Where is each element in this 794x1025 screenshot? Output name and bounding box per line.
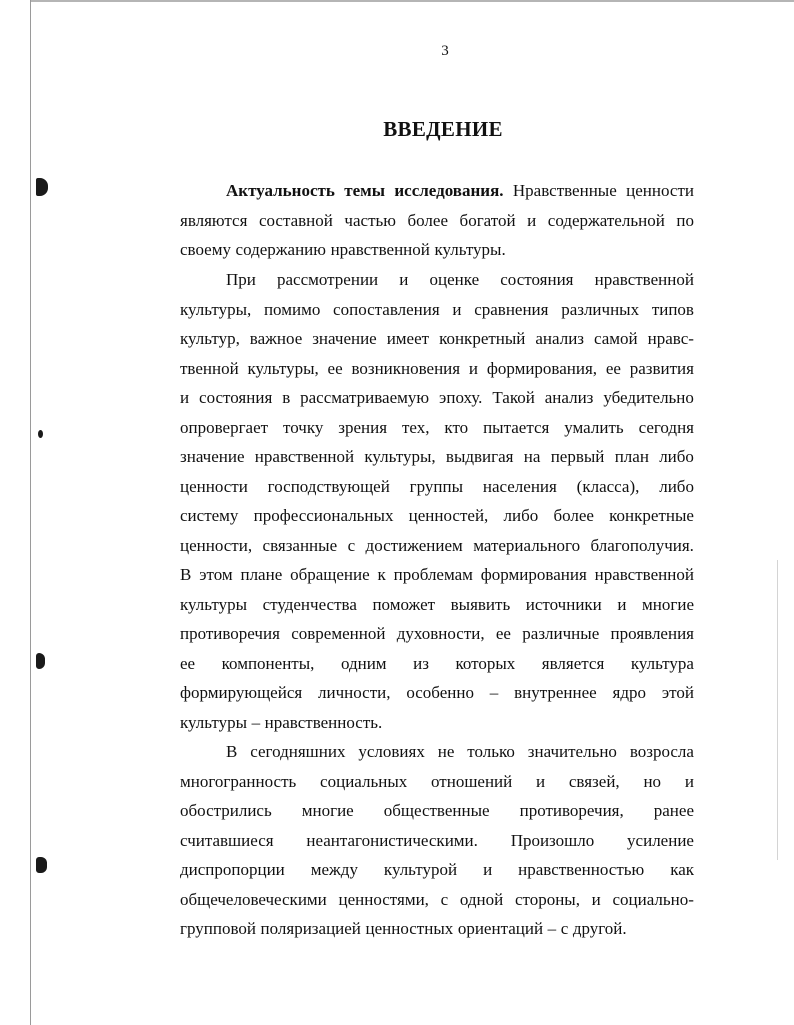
word: возросла: [629, 742, 694, 761]
text-line: [180, 619, 694, 649]
paragraph-analysis: [180, 265, 694, 737]
word: и: [536, 771, 546, 791]
word: состояния: [500, 270, 574, 289]
word: социально-: [612, 889, 694, 909]
word: населения: [482, 476, 557, 496]
word: своему: [180, 240, 231, 259]
word: но: [643, 771, 662, 791]
word: и: [468, 358, 479, 378]
word: между: [310, 860, 358, 879]
word: и: [617, 594, 627, 614]
word: личности,: [318, 683, 391, 702]
word: неантагонистическими.: [306, 830, 478, 850]
word: культуры: [180, 594, 247, 614]
word: компоненты,: [221, 653, 315, 673]
word: культуры.: [434, 240, 506, 259]
text-line: [180, 855, 694, 885]
word: с: [347, 535, 356, 555]
binding-hole-mark: [38, 430, 43, 438]
section-title: ВВЕДЕНИЕ: [383, 117, 503, 141]
word: профессиональных: [253, 506, 394, 525]
word: либо: [659, 447, 694, 466]
word: различные: [522, 624, 600, 643]
word: нравственной: [330, 240, 430, 259]
word: господствующей: [267, 476, 390, 496]
word: твенной: [180, 358, 239, 378]
word: более: [407, 210, 448, 230]
text-line: [180, 413, 694, 443]
word: В: [226, 742, 238, 761]
word: ценности: [180, 476, 248, 496]
text-line: [180, 708, 694, 738]
word: многогранность: [180, 771, 297, 791]
word: благополучия.: [590, 535, 694, 555]
word: эпоху.: [439, 388, 483, 407]
word: формирования,: [486, 358, 598, 378]
binding-hole-mark: [36, 653, 45, 669]
word: (класса),: [576, 476, 640, 496]
word: культуры: [180, 712, 247, 732]
word: и: [684, 771, 694, 791]
word: имеет: [386, 329, 430, 348]
word: источники: [525, 594, 602, 614]
word: нравственностью: [518, 860, 645, 879]
word: Произошло: [510, 830, 595, 850]
word: выявить: [450, 594, 511, 614]
word: сопоставления: [333, 299, 440, 319]
word: либо: [503, 506, 539, 525]
word: является: [541, 653, 605, 673]
word: одной: [459, 889, 504, 909]
word: развития: [629, 358, 694, 378]
text-line: [180, 885, 694, 915]
word: возникновения: [351, 358, 461, 378]
word: точку: [283, 417, 324, 437]
text-line: [180, 767, 694, 797]
word: социальных: [320, 771, 408, 791]
word: отношений: [431, 771, 513, 791]
word: на: [523, 447, 541, 466]
word: поляризацией: [260, 919, 361, 938]
word: культуры,: [364, 447, 436, 466]
word: анализ: [544, 388, 594, 407]
word: по: [676, 210, 694, 230]
word: темы: [344, 181, 385, 200]
word: общечеловеческими: [180, 889, 327, 909]
word: нравс-: [647, 329, 694, 348]
word: ценности: [626, 181, 694, 200]
text-line: [180, 531, 694, 561]
word: материального: [473, 535, 581, 555]
word: ее: [180, 653, 196, 673]
text-line: [180, 590, 694, 620]
word: и: [180, 388, 190, 407]
scan-edge-top: [30, 0, 794, 2]
word: и: [452, 299, 462, 319]
word: многие: [301, 801, 354, 820]
word: тех,: [401, 417, 430, 437]
text-line: [180, 383, 694, 413]
binding-hole-mark: [36, 178, 48, 196]
word: культуры,: [180, 299, 252, 319]
word: условиях: [358, 742, 425, 761]
word: опровергает: [180, 417, 269, 437]
word: сравнения: [474, 299, 549, 319]
word: –: [547, 919, 557, 938]
word: особенно: [406, 683, 474, 702]
word: которых: [455, 653, 516, 673]
word: важное: [249, 329, 303, 348]
word: обострились: [180, 801, 272, 820]
word: нравственной: [254, 447, 355, 466]
text-line: [180, 235, 694, 265]
word: ценностных: [365, 919, 454, 938]
word: внутреннее: [514, 683, 597, 702]
word: обращение: [290, 565, 370, 584]
word: проблемам: [393, 565, 473, 584]
word: ранее: [653, 801, 694, 820]
text-line: [180, 472, 694, 502]
word: ценностями,: [338, 889, 429, 909]
word: общественные: [383, 801, 490, 820]
word: и: [399, 270, 409, 289]
word: ценностей,: [408, 506, 489, 525]
word: и: [591, 889, 601, 909]
word: кто: [444, 417, 469, 437]
word: с: [440, 889, 449, 909]
paragraph-relevance: [180, 176, 694, 265]
word: считавшиеся: [180, 830, 274, 850]
word: помимо: [263, 299, 321, 319]
word: не: [437, 742, 455, 761]
word: анализ: [535, 329, 585, 348]
word: выдвигая: [445, 447, 514, 466]
text-line: [180, 737, 694, 767]
word: конкретный: [439, 329, 526, 348]
text-line: [180, 176, 694, 206]
text-line: [180, 826, 694, 856]
word: плане: [240, 565, 283, 584]
word: ее: [605, 358, 621, 378]
word: поможет: [372, 594, 436, 614]
word: противоречия: [180, 624, 280, 643]
text-line: [180, 560, 694, 590]
word: Нравственные: [512, 181, 617, 200]
word: культур,: [180, 329, 240, 348]
word: другой.: [572, 919, 627, 938]
text-line: [180, 354, 694, 384]
word: ее: [495, 624, 511, 643]
word: исследования.: [394, 181, 504, 200]
word: сегодняшних: [250, 742, 346, 761]
word: духовности,: [396, 624, 485, 643]
word: ядро: [612, 683, 647, 702]
word: этой: [661, 683, 694, 702]
text-line: [180, 324, 694, 354]
word: либо: [659, 476, 694, 496]
word: план: [614, 447, 649, 466]
word: культуры,: [247, 358, 319, 378]
scan-edge-left: [30, 0, 31, 1025]
binding-hole-mark: [36, 857, 47, 873]
text-line: [180, 678, 694, 708]
word: типов: [651, 299, 694, 319]
word: конкретные: [609, 506, 694, 525]
word: –: [251, 712, 261, 732]
word: достижением: [365, 535, 463, 555]
word: с: [560, 919, 569, 938]
word: богатой: [459, 210, 516, 230]
word: самой: [594, 329, 638, 348]
word: различных: [561, 299, 640, 319]
text-line: [180, 442, 694, 472]
word: умалить: [564, 417, 624, 437]
page-number: 3: [441, 43, 449, 59]
word: групповой: [180, 919, 256, 938]
text-line: [180, 501, 694, 531]
word: и: [483, 860, 493, 879]
word: рассмотрении: [277, 270, 379, 289]
word: ориентаций: [457, 919, 544, 938]
word: сегодня: [638, 417, 694, 437]
word: составной: [258, 210, 333, 230]
word: современной: [291, 624, 386, 643]
word: формирующейся: [180, 683, 303, 702]
word: этом: [199, 565, 233, 584]
word: состояния: [199, 388, 273, 407]
word: только: [467, 742, 515, 761]
word: многие: [642, 594, 694, 614]
word: –: [489, 683, 499, 702]
word: В: [180, 565, 192, 584]
word: зрения: [338, 417, 388, 437]
word: группы: [409, 476, 464, 496]
word: как: [670, 860, 694, 879]
word: значение: [312, 329, 377, 348]
word: противоречия,: [519, 801, 624, 820]
word: рассматриваемую: [300, 388, 430, 407]
word: систему: [180, 506, 239, 525]
word: в: [282, 388, 291, 407]
word: культура: [630, 653, 694, 673]
word: студенчества: [262, 594, 357, 614]
scan-edge-right: [777, 560, 778, 860]
word: содержательной: [547, 210, 665, 230]
word: убедительно: [603, 388, 694, 407]
word: стороны,: [514, 889, 580, 909]
word: частью: [344, 210, 396, 230]
word: формирования: [480, 565, 587, 584]
word: ценности,: [180, 535, 253, 555]
text-line: [180, 649, 694, 679]
word: и: [527, 210, 537, 230]
word: нравственной: [594, 270, 694, 289]
text-line: [180, 265, 694, 295]
word: более: [553, 506, 594, 525]
text-line: [180, 295, 694, 325]
word: являются: [180, 210, 248, 230]
word: ее: [327, 358, 343, 378]
word: пытается: [483, 417, 550, 437]
word: оценке: [429, 270, 480, 289]
word: из: [413, 653, 429, 673]
word: содержанию: [235, 240, 326, 259]
word: значение: [180, 447, 245, 466]
word: При: [226, 270, 256, 289]
word: к: [377, 565, 386, 584]
word: первый: [550, 447, 605, 466]
paragraph-conditions: [180, 737, 694, 944]
word: Актуальность: [226, 181, 335, 200]
word: нравственность.: [264, 712, 383, 732]
text-line: [180, 914, 694, 944]
word: Такой: [492, 388, 535, 407]
text-line: [180, 796, 694, 826]
word: диспропорции: [180, 860, 285, 879]
word: усиление: [627, 830, 694, 850]
word: проявления: [610, 624, 694, 643]
word: связанные: [262, 535, 338, 555]
word: нравственной: [594, 565, 694, 584]
word: значительно: [527, 742, 617, 761]
text-line: [180, 206, 694, 236]
word: культурой: [383, 860, 458, 879]
word: одним: [340, 653, 387, 673]
word: связей,: [568, 771, 620, 791]
